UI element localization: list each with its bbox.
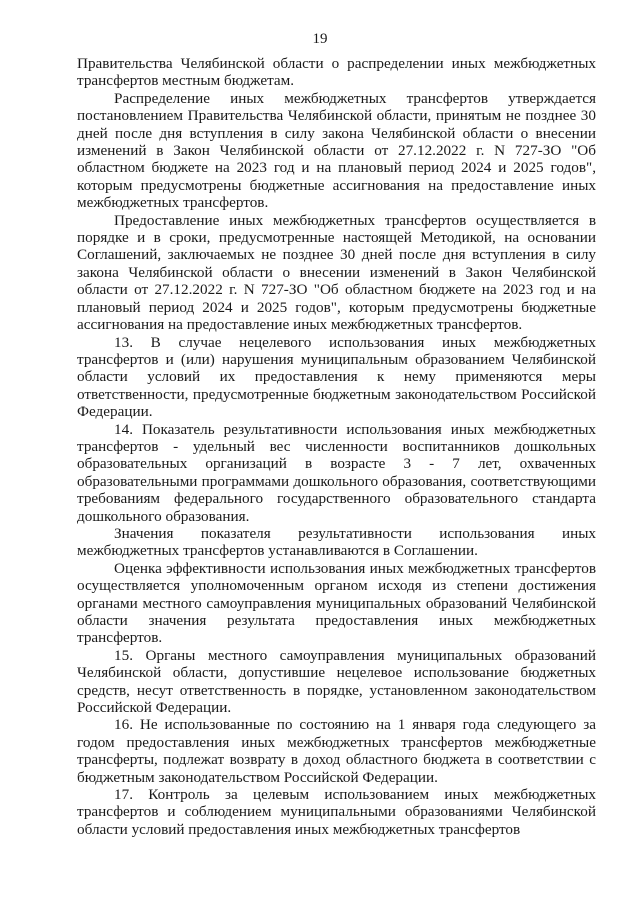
paragraph-provision: Предоставление иных межбюджетных трансфертов осуществляется в порядке и в сроки, предусмотренные настоящей Методикой, на основании Соглашений, заключаемых не позднее 30 дней после дня вступления в силу закона Челябинской области о внесении изменений в Закон Челябинской области от 27.12.2022 г. N 727-ЗО "Об областном бюджете на 2023 год и на плановый период 2024 и 2025 годов", которым предусмотрены бюджетные ассигнования на предоставление иных межбюджетных трансфертов. <box>77 211 596 334</box>
paragraph-continuation: Правительства Челябинской области о распределении иных межбюджетных трансфертов местным бюджетам. <box>77 55 596 90</box>
page-number: 19 <box>312 31 328 47</box>
paragraph-indicator-values: Значения показателя результативности использования иных межбюджетных трансфертов устанавливаются в Соглашении. <box>77 524 596 560</box>
paragraph-14: 14. Показатель результативности использования иных межбюджетных трансфертов - удельный вес численности воспитанников дошкольных образовательных организаций в возрасте 3 - 7 лет, охваченных образовательными программами дошкольного образования, соответствующими требованиям федерального государственного образовательного стандарта дошкольного образования. <box>77 420 596 525</box>
paragraph-16: 16. Не использованные по состоянию на 1 января года следующего за годом предоставления иных межбюджетных трансфертов межбюджетные трансферты, подлежат возврату в доход областного бюджета в соответствии с бюджетным законодательством Российской Федерации. <box>77 716 596 786</box>
paragraph-efficiency: Оценка эффективности использования иных межбюджетных трансфертов осуществляется уполномоченным органом исходя из степени достижения органами местного самоуправления муниципальных образований Челябинской области значения результата предоставления иных межбюджетных трансфертов. <box>77 559 596 647</box>
paragraph-13: 13. В случае нецелевого использования иных межбюджетных трансфертов и (или) нарушения муниципальным образованием Челябинской области условий их предоставления к нему применяются меры ответственности, предусмотренные бюджетным законодательством Российской Федерации. <box>77 333 596 421</box>
paragraph-distribution: Распределение иных межбюджетных трансфертов утверждается постановлением Правительства Челябинской области, принятым не позднее 30 дней после дня вступления в силу закона Челябинской области о внесении изменений в Закон Челябинской области от 27.12.2022 г. N 727-ЗО "Об областном бюджете на 2023 год и на плановый период 2024 и 2025 годов", которым предусмотрены бюджетные ассигнования на предоставление иных межбюджетных трансфертов. <box>77 89 596 212</box>
document-body <box>77 55 596 838</box>
paragraph-17: 17. Контроль за целевым использованием иных межбюджетных трансфертов и соблюдением муниципальными образованиями Челябинской области условий предоставления иных межбюджетных трансфертов <box>77 786 596 838</box>
paragraph-15: 15. Органы местного самоуправления муниципальных образований Челябинской области, допустившие нецелевое использование бюджетных средств, несут ответственность в порядке, установленном законодательством Российской Федерации. <box>77 646 596 717</box>
